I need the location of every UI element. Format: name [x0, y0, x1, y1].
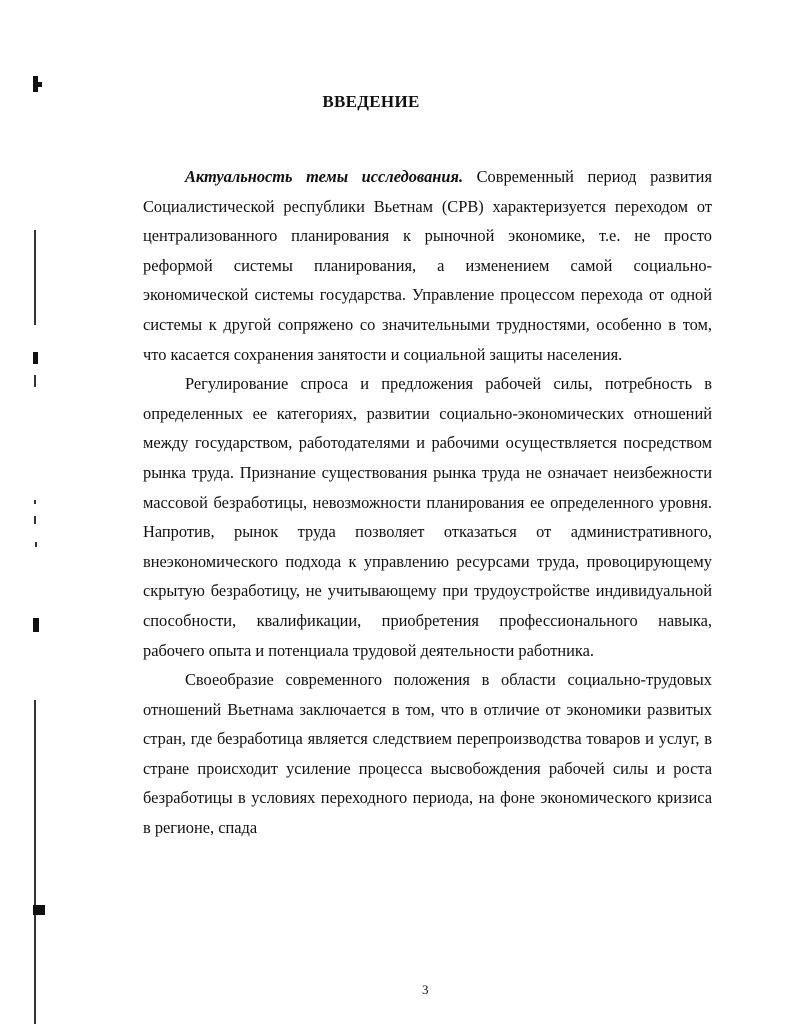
scan-line [34, 700, 36, 1024]
paragraph-text: Современный период развития Социалистической республики Вьетнам (СРВ) характеризуется переходом от централизованного планирования к рыночной экономике, т.е. не просто реформой системы планирования, а изменением самой социально-экономической системы государства. Управление процессом перехода от одной системы к другой сопряжено со значительными трудностями, особенно в том, что касается сохранения занятости и социальной защиты населения. [143, 167, 712, 364]
paragraph [143, 162, 712, 369]
body-text [143, 162, 712, 843]
scan-line [34, 500, 36, 504]
scan-mark [33, 905, 45, 915]
paragraph: Своеобразие современного положения в области социально-трудовых отношений Вьетнама заключается в том, что в отличие от экономики развитых стран, где безработица является следствием перепроизводства товаров и услуг, в стране происходит усиление процесса высвобождения рабочей силы и роста безработицы в условиях переходного периода, на фоне экономического кризиса в регионе, спада [143, 670, 712, 838]
scan-mark [33, 618, 39, 632]
scan-mark [33, 352, 38, 364]
paragraph: Регулирование спроса и предложения рабочей силы, потребность в определенных ее категориях, развитии социально-экономических отношений между государством, работодателями и рабочими осуществляется посредством рынка труда. Признание существования рынка труда не означает неизбежности массовой безработицы, невозможности планирования ее определенного уровня. Напротив, рынок труда позволяет отказаться от административного, внеэкономического подхода к управлению ресурсами труда, провоцирующему скрытую безработицу, не учитывающему при трудоустройстве индивидуальной способности, квалификации, приобретения профессионального навыка, рабочего опыта и потенциала трудовой деятельности работника. [143, 374, 712, 660]
page-title: ВВЕДЕНИЕ [322, 92, 420, 111]
paragraph-lead: Актуальность темы исследования. [185, 167, 464, 186]
scan-mark [36, 82, 42, 87]
page-number: 3 [422, 982, 429, 997]
scan-line [34, 230, 36, 325]
scan-line [34, 516, 36, 524]
scan-line [35, 542, 37, 547]
scan-line [34, 375, 36, 387]
